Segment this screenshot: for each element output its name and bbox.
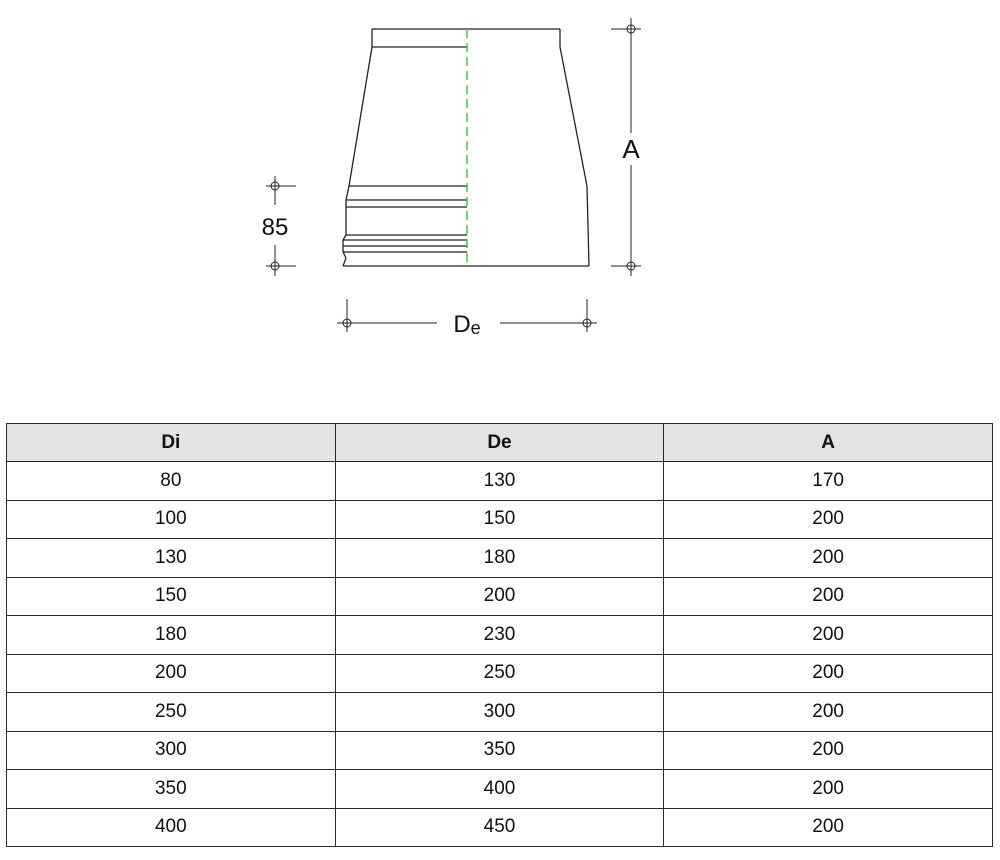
table-row	[7, 654, 993, 693]
cell-de: 300	[335, 693, 664, 732]
cell-di: 130	[7, 539, 336, 578]
cell-a: 200	[664, 693, 993, 732]
table-row	[7, 731, 993, 770]
cell-a: 200	[664, 731, 993, 770]
cell-di: 350	[7, 770, 336, 809]
cell-de: 450	[335, 808, 664, 847]
cell-a: 170	[664, 462, 993, 501]
cell-di: 150	[7, 577, 336, 616]
table-header-row	[7, 424, 993, 462]
dimension-a-label: A	[622, 134, 640, 164]
dimension-85-label: 85	[261, 214, 289, 241]
table-row	[7, 616, 993, 655]
cell-a: 200	[664, 654, 993, 693]
cell-de: 130	[335, 462, 664, 501]
table-row	[7, 577, 993, 616]
cell-a: 200	[664, 808, 993, 847]
header-di: Di	[7, 424, 336, 462]
cell-de: 400	[335, 770, 664, 809]
cell-di: 180	[7, 616, 336, 655]
cell-di: 80	[7, 462, 336, 501]
cell-de: 150	[335, 500, 664, 539]
cell-di: 100	[7, 500, 336, 539]
dimension-de-main: D	[453, 311, 471, 338]
cell-a: 200	[664, 616, 993, 655]
header-de: De	[335, 424, 664, 462]
cell-di: 200	[7, 654, 336, 693]
cell-de: 180	[335, 539, 664, 578]
reducer-outline	[343, 29, 589, 266]
reducer-technical-drawing	[0, 0, 1000, 360]
cell-de: 350	[335, 731, 664, 770]
cell-de: 230	[335, 616, 664, 655]
cell-di: 400	[7, 808, 336, 847]
cell-de: 200	[335, 577, 664, 616]
dimension-de-label	[453, 311, 480, 338]
cell-di: 300	[7, 731, 336, 770]
table-row	[7, 462, 993, 501]
cell-de: 250	[335, 654, 664, 693]
cell-a: 200	[664, 500, 993, 539]
dimensions-table	[6, 423, 993, 847]
cell-a: 200	[664, 770, 993, 809]
table-body	[7, 462, 993, 847]
cell-a: 200	[664, 577, 993, 616]
dimension-de-sub: e	[470, 318, 481, 338]
table-row	[7, 539, 993, 578]
table-row	[7, 770, 993, 809]
cell-di: 250	[7, 693, 336, 732]
cell-a: 200	[664, 539, 993, 578]
table-row	[7, 808, 993, 847]
header-a: A	[664, 424, 993, 462]
table-row	[7, 693, 993, 732]
table-row	[7, 500, 993, 539]
